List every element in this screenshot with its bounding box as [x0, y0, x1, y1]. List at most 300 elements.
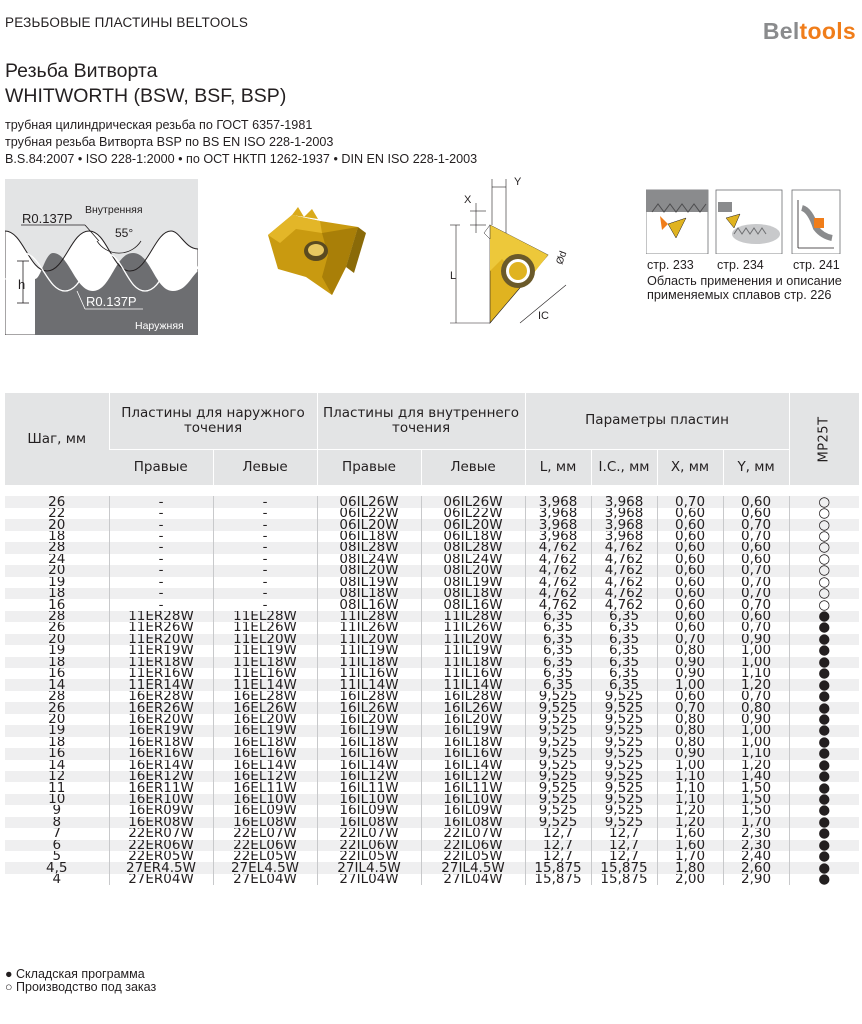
cell-x: 0,80 — [657, 714, 723, 725]
cell-x: 0,60 — [657, 691, 723, 702]
cell-ext-right: 27ER4.5W — [109, 862, 213, 873]
legend-order: ○ Производство под заказ — [5, 980, 157, 994]
cell-x: 0,60 — [657, 599, 723, 610]
cell-grade: ● — [789, 725, 859, 736]
cell-int-right: 11IL16W — [317, 668, 421, 679]
cell-ic: 9,525 — [591, 748, 657, 759]
cell-ext-left: 11EL18W — [213, 657, 317, 668]
cell-int-left: 16IL18W — [421, 737, 525, 748]
cell-ic: 6,35 — [591, 679, 657, 690]
cell-grade: ● — [789, 874, 859, 885]
cell-int-left: 16IL14W — [421, 760, 525, 771]
col-header-ext-left: Левые — [213, 449, 317, 485]
cell-int-right: 16IL28W — [317, 691, 421, 702]
cell-int-left: 16IL12W — [421, 771, 525, 782]
cell-l: 12,7 — [525, 851, 591, 862]
cell-x: 0,60 — [657, 542, 723, 553]
cell-int-right: 16IL26W — [317, 702, 421, 713]
dim-d-label: Ød — [554, 249, 570, 267]
legend-stock: ● Складская программа — [5, 967, 145, 981]
col-header-internal: Пластины для внутреннего точения — [317, 393, 525, 449]
cell-x: 0,90 — [657, 668, 723, 679]
cell-int-left: 16IL11W — [421, 782, 525, 793]
cell-int-left: 08IL28W — [421, 542, 525, 553]
cell-ext-right: 11ER28W — [109, 611, 213, 622]
cell-int-left: 16IL09W — [421, 805, 525, 816]
cell-l: 9,525 — [525, 805, 591, 816]
col-header-grade — [789, 393, 859, 485]
cell-int-left: 22IL07W — [421, 828, 525, 839]
cell-x: 0,70 — [657, 634, 723, 645]
cell-x: 0,60 — [657, 588, 723, 599]
cell-int-right: 06IL20W — [317, 519, 421, 530]
cell-x: 0,70 — [657, 702, 723, 713]
cell-ext-left: - — [213, 519, 317, 530]
cell-grade: ● — [789, 851, 859, 862]
cell-grade: ○ — [789, 565, 859, 576]
cell-int-right: 08IL18W — [317, 588, 421, 599]
cell-grade: ○ — [789, 531, 859, 542]
cell-l: 3,968 — [525, 531, 591, 542]
cell-l: 9,525 — [525, 771, 591, 782]
logo-part-tools: tools — [799, 18, 856, 44]
cell-l: 9,525 — [525, 714, 591, 725]
cell-int-right: 16IL14W — [317, 760, 421, 771]
cell-ext-left: 27EL04W — [213, 874, 317, 885]
cell-ext-left: 16EL08W — [213, 817, 317, 828]
cell-grade: ● — [789, 748, 859, 759]
page-title-ru: Резьба Витворта — [5, 60, 158, 82]
cell-int-left: 22IL05W — [421, 851, 525, 862]
cell-y: 0,70 — [723, 519, 789, 530]
cell-y: 1,00 — [723, 657, 789, 668]
col-header-int-left: Левые — [421, 449, 525, 485]
table-row — [5, 577, 859, 588]
cell-step: 20 — [5, 634, 109, 645]
cell-int-left: 11IL20W — [421, 634, 525, 645]
cell-ext-right: 16ER16W — [109, 748, 213, 759]
cell-ext-right: 11ER26W — [109, 622, 213, 633]
cell-ext-left: 16EL10W — [213, 794, 317, 805]
cell-grade: ○ — [789, 508, 859, 519]
cell-int-right: 22IL06W — [317, 840, 421, 851]
cell-ext-right: 16ER26W — [109, 702, 213, 713]
cell-grade: ● — [789, 611, 859, 622]
cell-ic: 3,968 — [591, 519, 657, 530]
cell-l: 6,35 — [525, 657, 591, 668]
table-row — [5, 508, 859, 519]
cell-step: 20 — [5, 519, 109, 530]
cell-l: 6,35 — [525, 679, 591, 690]
cell-int-left: 06IL20W — [421, 519, 525, 530]
cell-l: 6,35 — [525, 611, 591, 622]
cell-y: 1,00 — [723, 645, 789, 656]
cell-step: 19 — [48, 645, 66, 657]
cell-y: 0,70 — [723, 622, 789, 633]
cell-y: 1,70 — [723, 817, 789, 828]
cell-ic: 4,762 — [591, 588, 657, 599]
dim-y-label: Y — [514, 176, 522, 188]
table-row — [5, 817, 859, 828]
cell-x: 0,80 — [657, 645, 723, 656]
cell-grade: ● — [789, 714, 859, 725]
cell-y: 1,50 — [723, 794, 789, 805]
cell-int-left: 16IL19W — [421, 725, 525, 736]
cell-ext-right: - — [109, 577, 213, 588]
cell-step: 26 — [5, 496, 109, 507]
cell-int-left: 06IL22W — [421, 508, 525, 519]
standard-line: трубная резьба Витворта BSP по BS EN ISO 228-1-2003 — [5, 134, 334, 149]
cell-int-left: 27IL04W — [421, 874, 525, 885]
cell-y: 2,90 — [723, 874, 789, 885]
cell-x: 1,20 — [657, 817, 723, 828]
radius-top-label: R0.137P — [22, 211, 73, 226]
cell-ext-right: 27ER04W — [109, 874, 213, 885]
cell-step: 4,5 — [5, 862, 109, 873]
cell-ic: 6,35 — [591, 668, 657, 679]
dim-l-label: L — [450, 270, 457, 282]
cell-ext-left: 16EL12W — [213, 771, 317, 782]
cell-l: 6,35 — [525, 668, 591, 679]
col-header-int-right: Правые — [317, 449, 421, 485]
cell-step: 14 — [48, 759, 66, 771]
table-row — [5, 668, 859, 679]
cell-ic: 9,525 — [591, 805, 657, 816]
section-title: РЕЗЬБОВЫЕ ПЛАСТИНЫ BELTOOLS — [5, 15, 249, 30]
cell-ic: 9,525 — [591, 817, 657, 828]
cell-ext-left: 16EL14W — [213, 760, 317, 771]
cell-ext-right: - — [109, 531, 213, 542]
cell-l: 4,762 — [525, 565, 591, 576]
cell-ic: 9,525 — [591, 725, 657, 736]
cell-y: 0,70 — [723, 691, 789, 702]
cell-ic: 4,762 — [591, 577, 657, 588]
cell-int-right: 16IL16W — [317, 748, 421, 759]
cell-int-left: 11IL28W — [421, 611, 525, 622]
cell-ic: 9,525 — [591, 714, 657, 725]
cell-ic: 12,7 — [591, 828, 657, 839]
cell-ext-left: 27EL4.5W — [213, 862, 317, 873]
cell-grade: ● — [789, 840, 859, 851]
cell-l: 3,968 — [525, 519, 591, 530]
reference-thumbnails — [646, 188, 842, 254]
cell-x: 1,60 — [657, 828, 723, 839]
cell-ext-right: 16ER14W — [109, 760, 213, 771]
cell-x: 0,80 — [657, 737, 723, 748]
table-row — [5, 542, 859, 553]
dim-x-label: X — [464, 194, 472, 206]
cell-step: 18 — [48, 530, 66, 543]
dim-ic-label: IC — [538, 310, 549, 322]
cell-grade: ○ — [789, 588, 859, 599]
table-row — [5, 760, 859, 771]
cell-grade: ● — [789, 828, 859, 839]
cell-grade: ● — [789, 737, 859, 748]
cell-y: 0,70 — [723, 565, 789, 576]
cell-int-left: 22IL06W — [421, 840, 525, 851]
cell-x: 0,60 — [657, 519, 723, 530]
cell-int-right: 16IL18W — [317, 737, 421, 748]
cell-ext-left: 16EL11W — [213, 782, 317, 793]
cell-y: 0,90 — [723, 714, 789, 725]
cell-int-left: 16IL10W — [421, 794, 525, 805]
cell-ext-right: - — [109, 496, 213, 507]
table-row — [5, 496, 859, 507]
cell-l: 9,525 — [525, 748, 591, 759]
table-row — [5, 725, 859, 736]
cell-ext-left: - — [213, 496, 317, 507]
cell-ext-right: 22ER05W — [109, 851, 213, 862]
cell-y: 1,20 — [723, 679, 789, 690]
table-row — [5, 519, 859, 530]
cell-step: 18 — [5, 588, 109, 599]
cell-y: 2,60 — [723, 862, 789, 873]
table-row — [5, 862, 859, 873]
cell-int-left: 11IL19W — [421, 645, 525, 656]
cell-l: 6,35 — [525, 634, 591, 645]
table-row — [5, 737, 859, 748]
cell-ext-left: 16EL18W — [213, 737, 317, 748]
cell-x: 0,90 — [657, 657, 723, 668]
cell-ic: 9,525 — [591, 794, 657, 805]
cell-ext-left: 11EL28W — [213, 611, 317, 622]
cell-ic: 9,525 — [591, 760, 657, 771]
cell-ext-left: - — [213, 554, 317, 565]
logo-part-bel: Bel — [762, 18, 800, 44]
cell-grade: ● — [789, 771, 859, 782]
depth-label: h — [18, 277, 26, 292]
cell-x: 1,20 — [657, 805, 723, 816]
cell-y: 1,00 — [723, 725, 789, 736]
cell-ext-left: 22EL05W — [213, 851, 317, 862]
cell-ic: 4,762 — [591, 565, 657, 576]
table-row — [5, 588, 859, 599]
insert-3d-image — [262, 207, 372, 299]
cell-int-left: 08IL24W — [421, 554, 525, 565]
table-row — [5, 771, 859, 782]
cell-step: 28 — [5, 542, 109, 553]
cell-l: 15,875 — [525, 862, 591, 873]
cell-y: 1,50 — [723, 782, 789, 793]
cell-ext-right: - — [109, 519, 213, 530]
table-body — [5, 485, 859, 885]
cell-ext-left: 22EL07W — [213, 828, 317, 839]
cell-l: 9,525 — [525, 737, 591, 748]
cell-y: 1,10 — [723, 668, 789, 679]
cell-step: 28 — [5, 611, 109, 622]
cell-ext-right: 11ER18W — [109, 657, 213, 668]
cell-ext-left: 16EL16W — [213, 748, 317, 759]
cell-step: 20 — [5, 565, 109, 576]
cell-y: 2,30 — [723, 840, 789, 851]
thread-profile-diagram — [5, 179, 198, 335]
cell-ic: 6,35 — [591, 611, 657, 622]
cell-int-left: 27IL4.5W — [421, 862, 525, 873]
cell-l: 12,7 — [525, 828, 591, 839]
cell-step: 4 — [52, 873, 62, 886]
cell-grade: ● — [789, 668, 859, 679]
table-row — [5, 805, 859, 816]
cell-int-right: 16IL08W — [317, 817, 421, 828]
cell-ic: 15,875 — [591, 874, 657, 885]
thumb-233 — [646, 190, 708, 254]
cell-grade: ● — [789, 794, 859, 805]
table-row — [5, 828, 859, 839]
cell-x: 0,90 — [657, 748, 723, 759]
col-header-params: Параметры пластин — [525, 393, 789, 449]
cell-ext-right: 16ER08W — [109, 817, 213, 828]
cell-ext-left: 16EL09W — [213, 805, 317, 816]
cell-x: 1,60 — [657, 840, 723, 851]
cell-ext-left: 16EL19W — [213, 725, 317, 736]
cell-ext-right: 16ER19W — [109, 725, 213, 736]
col-header-step: Шаг, мм — [5, 393, 109, 485]
cell-int-right: 06IL26W — [317, 496, 421, 507]
cell-y: 2,30 — [723, 828, 789, 839]
cell-int-right: 27IL4.5W — [317, 862, 421, 873]
cell-int-right: 11IL14W — [317, 679, 421, 690]
standards-list — [5, 117, 477, 167]
standard-line: трубная цилиндрическая резьба по ГОСТ 6357-1981 — [5, 118, 313, 132]
cell-l: 9,525 — [525, 691, 591, 702]
cell-ext-right: 16ER20W — [109, 714, 213, 725]
cell-ext-right: - — [109, 554, 213, 565]
cell-ext-left: 16EL26W — [213, 702, 317, 713]
cell-y: 0,70 — [723, 531, 789, 542]
cell-ic: 9,525 — [591, 771, 657, 782]
spacer-row — [5, 485, 859, 496]
cell-ext-left: 11EL16W — [213, 668, 317, 679]
inserts-table — [5, 393, 859, 885]
ref-page-241: стр. 241 — [793, 258, 840, 272]
cell-ext-right: - — [109, 599, 213, 610]
cell-x: 1,10 — [657, 794, 723, 805]
table-row — [5, 840, 859, 851]
cell-y: 0,60 — [723, 496, 789, 507]
cell-ext-right: 16ER11W — [109, 782, 213, 793]
table-row — [5, 851, 859, 862]
cell-ext-right: - — [109, 588, 213, 599]
cell-x: 0,60 — [657, 565, 723, 576]
cell-y: 0,60 — [723, 508, 789, 519]
cell-ext-left: 11EL20W — [213, 634, 317, 645]
cell-ic: 3,968 — [591, 496, 657, 507]
cell-ic: 9,525 — [591, 691, 657, 702]
cell-grade: ● — [789, 760, 859, 771]
cell-step: 6 — [5, 840, 109, 851]
cell-int-left: 16IL28W — [421, 691, 525, 702]
cell-x: 0,80 — [657, 725, 723, 736]
cell-ext-right: - — [109, 508, 213, 519]
cell-ic: 4,762 — [591, 554, 657, 565]
cell-int-right: 11IL28W — [317, 611, 421, 622]
cell-int-right: 06IL18W — [317, 531, 421, 542]
table-row — [5, 565, 859, 576]
cell-int-left: 08IL19W — [421, 577, 525, 588]
cell-ic: 6,35 — [591, 657, 657, 668]
cell-ic: 4,762 — [591, 599, 657, 610]
cell-x: 1,70 — [657, 851, 723, 862]
cell-l: 9,525 — [525, 760, 591, 771]
cell-int-right: 08IL28W — [317, 542, 421, 553]
col-header-l: L, мм — [525, 449, 591, 485]
cell-l: 4,762 — [525, 542, 591, 553]
cell-int-left: 08IL20W — [421, 565, 525, 576]
cell-y: 0,60 — [723, 611, 789, 622]
col-header-y: Y, мм — [723, 449, 789, 485]
radius-bottom-label: R0.137P — [86, 294, 137, 309]
cell-y: 0,90 — [723, 634, 789, 645]
cell-int-right: 27IL04W — [317, 874, 421, 885]
cell-grade: ● — [789, 862, 859, 873]
table-row — [5, 748, 859, 759]
cell-step: 5 — [52, 851, 62, 863]
cell-grade: ○ — [789, 496, 859, 507]
cell-step: 20 — [48, 713, 66, 726]
cell-l: 9,525 — [525, 725, 591, 736]
cell-grade: ● — [789, 691, 859, 702]
cell-y: 0,60 — [723, 554, 789, 565]
cell-step: 18 — [5, 657, 109, 668]
cell-ext-left: - — [213, 599, 317, 610]
cell-step: 28 — [48, 690, 66, 703]
cell-int-right: 11IL19W — [317, 645, 421, 656]
cell-int-left: 11IL14W — [421, 679, 525, 690]
cell-y: 1,20 — [723, 760, 789, 771]
cell-step: 16 — [5, 748, 109, 759]
cell-ic: 4,762 — [591, 542, 657, 553]
page-title-en: WHITWORTH (BSW, BSF, BSP) — [5, 85, 287, 107]
cell-step: 26 — [48, 622, 66, 634]
cell-x: 1,00 — [657, 760, 723, 771]
table-row — [5, 691, 859, 702]
table-row — [5, 634, 859, 645]
cell-ext-left: - — [213, 577, 317, 588]
cell-int-left: 11IL18W — [421, 657, 525, 668]
cell-l: 9,525 — [525, 794, 591, 805]
cell-ext-right: 11ER16W — [109, 668, 213, 679]
cell-step: 7 — [52, 828, 62, 840]
table-row — [5, 714, 859, 725]
thumb-234 — [716, 190, 782, 254]
cell-int-right: 08IL24W — [317, 554, 421, 565]
table-row — [5, 622, 859, 633]
cell-int-right: 16IL12W — [317, 771, 421, 782]
cell-ext-right: 16ER28W — [109, 691, 213, 702]
cell-int-left: 06IL26W — [421, 496, 525, 507]
cell-l: 3,968 — [525, 508, 591, 519]
cell-int-right: 16IL19W — [317, 725, 421, 736]
cell-y: 1,10 — [723, 748, 789, 759]
grade-label: MP25T — [816, 415, 832, 463]
cell-l: 9,525 — [525, 817, 591, 828]
cell-ext-left: - — [213, 508, 317, 519]
cell-ext-left: 11EL14W — [213, 679, 317, 690]
external-label: Наружняя — [135, 320, 184, 332]
cell-int-right: 16IL20W — [317, 714, 421, 725]
table-row — [5, 645, 859, 656]
cell-y: 1,40 — [723, 771, 789, 782]
cell-int-right: 11IL20W — [317, 634, 421, 645]
cell-y: 0,80 — [723, 702, 789, 713]
cell-l: 6,35 — [525, 622, 591, 633]
table-row — [5, 702, 859, 713]
cell-y: 0,70 — [723, 588, 789, 599]
cell-grade: ○ — [789, 542, 859, 553]
cell-x: 1,80 — [657, 862, 723, 873]
table-row — [5, 657, 859, 668]
cell-l: 9,525 — [525, 782, 591, 793]
